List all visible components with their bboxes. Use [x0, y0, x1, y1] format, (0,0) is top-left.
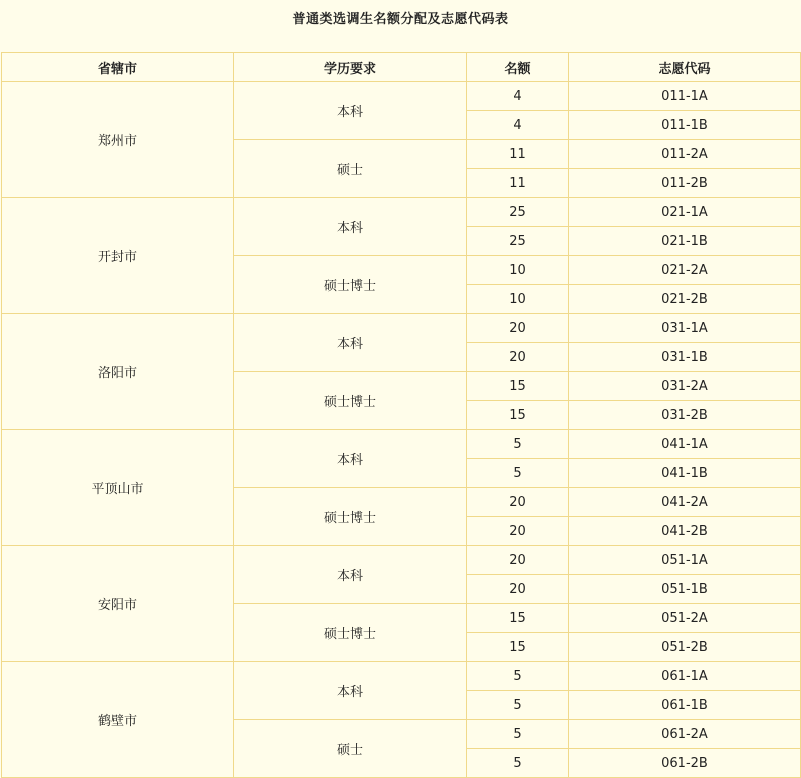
- education-cell: 硕士博士: [234, 372, 467, 430]
- city-cell: 安阳市: [2, 546, 234, 662]
- code-cell: 021-2A: [569, 256, 801, 285]
- education-cell: 硕士博士: [234, 488, 467, 546]
- quota-cell: 15: [467, 401, 569, 430]
- code-cell: 011-2A: [569, 140, 801, 169]
- code-cell: 011-1B: [569, 111, 801, 140]
- code-cell: 041-1B: [569, 459, 801, 488]
- quota-cell: 5: [467, 430, 569, 459]
- quota-cell: 20: [467, 488, 569, 517]
- quota-cell: 20: [467, 575, 569, 604]
- header-education: 学历要求: [234, 53, 467, 82]
- quota-cell: 5: [467, 720, 569, 749]
- header-quota: 名额: [467, 53, 569, 82]
- education-cell: 本科: [234, 82, 467, 140]
- code-cell: 021-1A: [569, 198, 801, 227]
- code-cell: 051-1A: [569, 546, 801, 575]
- city-cell: 鹤壁市: [2, 662, 234, 778]
- header-city: 省辖市: [2, 53, 234, 82]
- quota-cell: 20: [467, 343, 569, 372]
- table-row: [2, 314, 801, 343]
- quota-cell: 5: [467, 691, 569, 720]
- code-cell: 031-1B: [569, 343, 801, 372]
- quota-cell: 25: [467, 227, 569, 256]
- page-title: 普通类选调生名额分配及志愿代码表: [292, 12, 509, 27]
- code-cell: 061-2B: [569, 749, 801, 778]
- education-cell: 本科: [234, 314, 467, 372]
- table-body: [2, 82, 801, 778]
- code-cell: 011-2B: [569, 169, 801, 198]
- code-cell: 051-1B: [569, 575, 801, 604]
- header-code: 志愿代码: [569, 53, 801, 82]
- quota-cell: 15: [467, 633, 569, 662]
- education-cell: 本科: [234, 430, 467, 488]
- quota-cell: 4: [467, 82, 569, 111]
- code-cell: 051-2A: [569, 604, 801, 633]
- quota-cell: 15: [467, 372, 569, 401]
- quota-cell: 20: [467, 314, 569, 343]
- code-cell: 061-1A: [569, 662, 801, 691]
- education-cell: 本科: [234, 662, 467, 720]
- city-cell: 洛阳市: [2, 314, 234, 430]
- quota-cell: 10: [467, 285, 569, 314]
- code-cell: 051-2B: [569, 633, 801, 662]
- quota-cell: 11: [467, 169, 569, 198]
- table-header-row: [2, 53, 801, 82]
- code-cell: 021-1B: [569, 227, 801, 256]
- code-cell: 031-2B: [569, 401, 801, 430]
- quota-cell: 11: [467, 140, 569, 169]
- code-cell: 031-1A: [569, 314, 801, 343]
- city-cell: 平顶山市: [2, 430, 234, 546]
- quota-cell: 15: [467, 604, 569, 633]
- table-row: [2, 430, 801, 459]
- quota-cell: 4: [467, 111, 569, 140]
- table-row: [2, 82, 801, 111]
- code-cell: 061-2A: [569, 720, 801, 749]
- code-cell: 041-2A: [569, 488, 801, 517]
- code-cell: 031-2A: [569, 372, 801, 401]
- quota-cell: 10: [467, 256, 569, 285]
- quota-cell: 5: [467, 459, 569, 488]
- code-cell: 041-2B: [569, 517, 801, 546]
- quota-cell: 20: [467, 546, 569, 575]
- quota-cell: 25: [467, 198, 569, 227]
- table-row: [2, 546, 801, 575]
- education-cell: 硕士博士: [234, 604, 467, 662]
- education-cell: 本科: [234, 546, 467, 604]
- education-cell: 硕士: [234, 140, 467, 198]
- code-cell: 061-1B: [569, 691, 801, 720]
- table-row: [2, 198, 801, 227]
- education-cell: 硕士博士: [234, 256, 467, 314]
- quota-cell: 5: [467, 662, 569, 691]
- table-row: [2, 662, 801, 691]
- city-cell: 开封市: [2, 198, 234, 314]
- quota-table: [1, 52, 801, 778]
- city-cell: 郑州市: [2, 82, 234, 198]
- quota-cell: 5: [467, 749, 569, 778]
- education-cell: 硕士: [234, 720, 467, 778]
- code-cell: 011-1A: [569, 82, 801, 111]
- code-cell: 041-1A: [569, 430, 801, 459]
- code-cell: 021-2B: [569, 285, 801, 314]
- education-cell: 本科: [234, 198, 467, 256]
- quota-cell: 20: [467, 517, 569, 546]
